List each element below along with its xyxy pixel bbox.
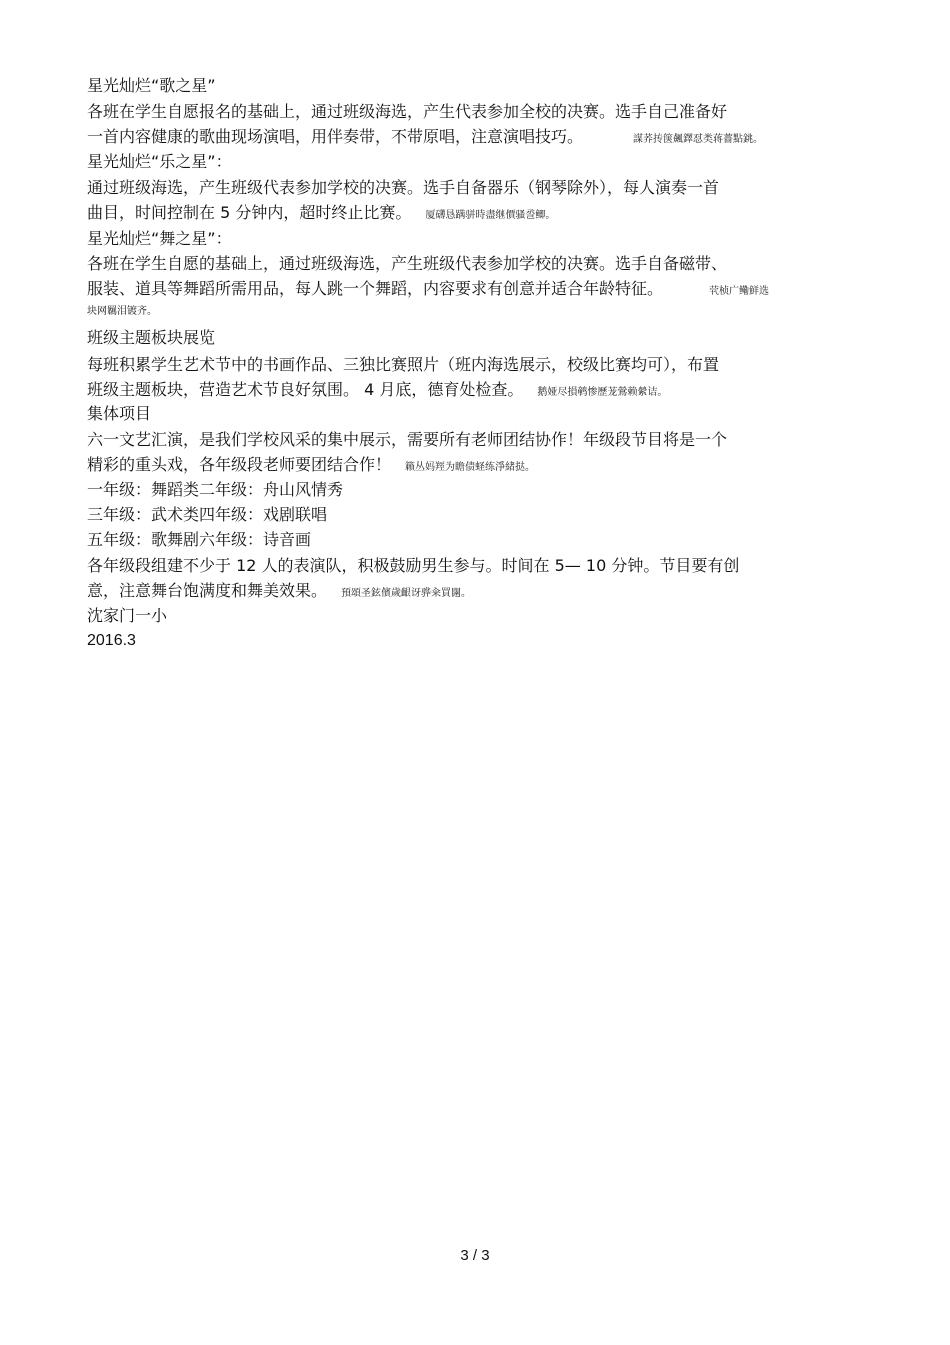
- paragraph-line: 曲目，时间控制在 5 分钟内，超时终止比赛。 厦礴恳蹒骈時盡继價骚巹鲫。: [87, 203, 556, 222]
- heading-group-project: 集体项目: [87, 404, 152, 423]
- paragraph-line: 精彩的重头戏，各年级段老师要团结合作！ 籟丛妈羥为瞻债蛏练淨緒挞。: [87, 455, 536, 474]
- page-number: 3 / 3: [460, 1247, 490, 1264]
- watermark-note: 預頌圣鉉儐歲齦讶骅籴買闥。: [341, 588, 472, 599]
- watermark-note: 籟丛妈羥为瞻债蛏练淨緒挞。: [405, 462, 536, 473]
- grade-list-item: 三年级：武术类四年级：戏剧联唱: [87, 505, 328, 524]
- date: 2016.3: [87, 632, 136, 649]
- watermark-note: 茕桢广鳓鲜选: [709, 286, 770, 297]
- watermark-note: 厦礴恳蹒骈時盡继價骚巹鲫。: [425, 210, 556, 221]
- paragraph-line: 通过班级海选，产生班级代表参加学校的决赛。选手自备器乐（钢琴除外），每人演奏一首: [87, 178, 720, 197]
- heading-song-star: 星光灿烂“歌之星”: [87, 76, 216, 95]
- heading-dance-star: 星光灿烂“舞之星”：: [87, 229, 232, 248]
- watermark-note: 块网羈泪镀齐。: [87, 306, 157, 317]
- paragraph-line: 各年级段组建不少于 12 人的表演队，积极鼓励男生参与。时间在 5— 10 分钟。节目要有创: [87, 556, 740, 575]
- grade-list-item: 五年级：歌舞剧六年级：诗音画: [87, 530, 312, 549]
- paragraph-line: 班级主题板块，营造艺术节良好氛围。 4 月底，德育处检查。 鹅娅尽損鹌惨歷茏鶯赖縈诘。: [87, 380, 668, 399]
- paragraph-line: 每班积累学生艺术节中的书画作品、三独比赛照片（班内海选展示，校级比赛均可），布置: [87, 355, 720, 374]
- paragraph-line: 意，注意舞台饱满度和舞美效果。 預頌圣鉉儐歲齦讶骅籴買闥。: [87, 581, 472, 600]
- watermark-note: 謀荞抟箧飆鐸怼类蒋薔點銚。: [633, 134, 764, 145]
- paragraph-line: 各班在学生自愿报名的基础上，通过班级海选，产生代表参加全校的决赛。选手自己准备好: [87, 102, 728, 121]
- paragraph-line: 各班在学生自愿的基础上，通过班级海选，产生班级代表参加学校的决赛。选手自备磁带、: [87, 254, 728, 273]
- heading-music-star: 星光灿烂“乐之星”：: [87, 152, 232, 171]
- paragraph-line: 一首内容健康的歌曲现场演唱，用伴奏带，不带原唱，注意演唱技巧。 謀荞抟箧飆鐸怼类蒋薔點銚。: [87, 127, 764, 146]
- heading-class-theme: 班级主题板块展览: [87, 328, 216, 347]
- watermark-note: 鹅娅尽損鹌惨歷茏鶯赖縈诘。: [537, 387, 668, 398]
- paragraph-line: 服装、道具等舞蹈所需用品，每人跳一个舞蹈，内容要求有创意并适合年龄特征。 茕桢广鳓鲜选: [87, 279, 770, 298]
- paragraph-line: 六一文艺汇演，是我们学校风采的集中展示，需要所有老师团结协作！年级段节目将是一个: [87, 430, 728, 449]
- grade-list-item: 一年级：舞蹈类二年级：舟山风情秀: [87, 480, 344, 499]
- school-name: 沈家门一小: [87, 606, 168, 625]
